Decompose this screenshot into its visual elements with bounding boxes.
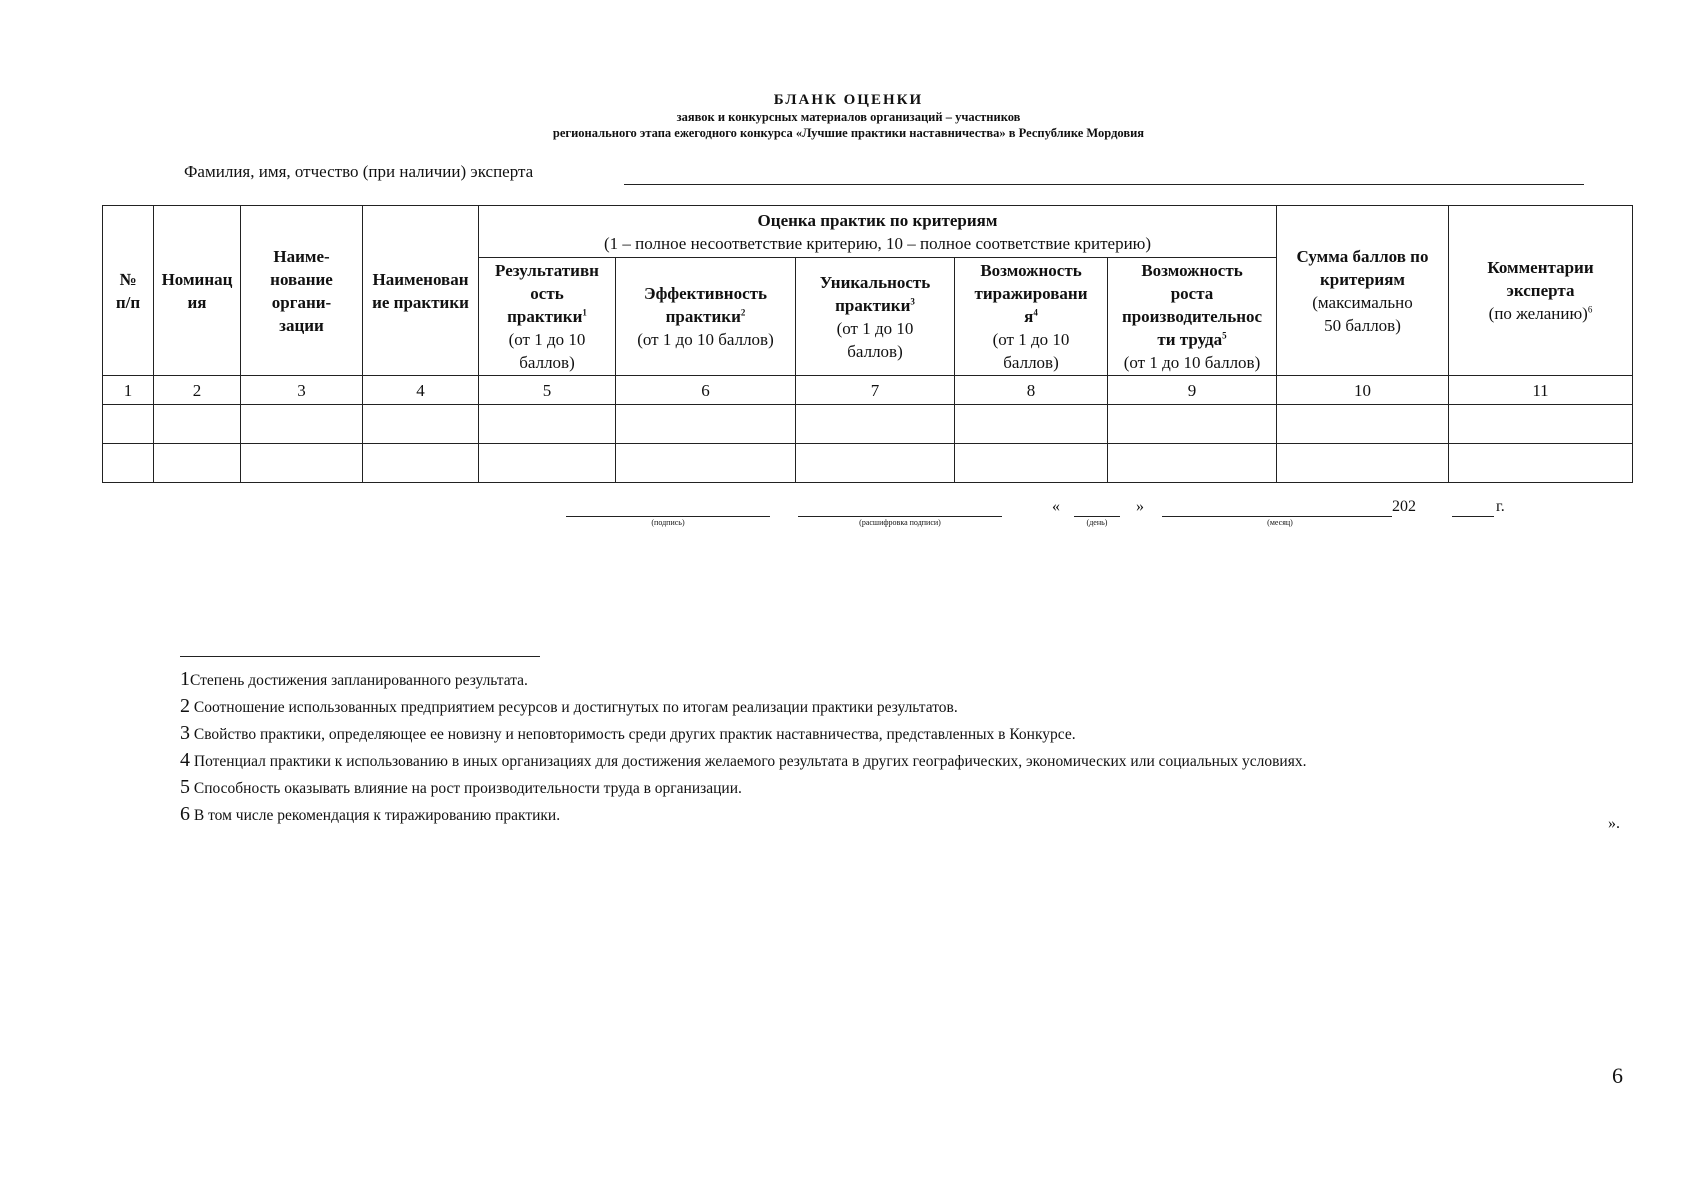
footnote: 2 Соотношение использованных предприятием ресурсов и достигнутых по итогам реализации практики результатов.: [180, 695, 958, 717]
table-cell[interactable]: [1449, 444, 1633, 483]
column-number: 6: [616, 376, 796, 405]
footnote: 6 В том числе рекомендация к тиражированию практики.: [180, 803, 561, 825]
col-replication-header: Возможность тиражировани $я^4$ (от 1 до 10 баллов): [955, 258, 1108, 376]
footnotes: [180, 668, 1640, 830]
table-cell[interactable]: [103, 405, 154, 444]
col-nomination-header: Номинац ия: [154, 206, 241, 376]
table-row: [103, 444, 1633, 483]
col-uniqueness-header: Уникальность практики$^3$ (от 1 до 10 баллов): [796, 258, 955, 376]
footnote-separator: [180, 656, 540, 657]
table-row: [103, 405, 1633, 444]
evaluation-table: [102, 205, 1633, 483]
form-subtitle-line2: регионального этапа ежегодного конкурса «Лучшие практики наставничества» в Республике Мордовия: [552, 126, 1145, 140]
month-caption: (месяц): [1267, 518, 1293, 527]
quote-open: «: [1052, 498, 1060, 515]
table-cell[interactable]: [363, 444, 479, 483]
day-caption: (день): [1086, 518, 1108, 527]
closing-quote: ».: [1608, 815, 1620, 832]
table-cell[interactable]: [241, 405, 363, 444]
footnote: 1Степень достижения запланированного результата.: [180, 668, 528, 690]
table-cell[interactable]: [955, 405, 1108, 444]
column-number: 1: [103, 376, 154, 405]
signature-decode-caption: (расшифровка подписи): [859, 518, 941, 527]
expert-name-blank[interactable]: [624, 184, 1584, 185]
table-cell[interactable]: [616, 444, 796, 483]
col-sum-header: Сумма баллов по критериям (максимально 50 баллов): [1277, 206, 1449, 376]
column-number: 3: [241, 376, 363, 405]
signature-caption: (подпись): [651, 518, 685, 527]
column-number: 2: [154, 376, 241, 405]
day-blank[interactable]: [1074, 498, 1120, 517]
column-number: 5: [479, 376, 616, 405]
signature-blank[interactable]: [566, 498, 770, 517]
column-number: 7: [796, 376, 955, 405]
footnote: 5 Способность оказывать влияние на рост производительности труда в организации.: [180, 776, 742, 798]
table-cell[interactable]: [1277, 444, 1449, 483]
quote-close: »: [1136, 498, 1144, 515]
form-header: [0, 92, 1697, 141]
col-organization-header: Наиме- нование органи- зации: [241, 206, 363, 376]
column-number: 4: [363, 376, 479, 405]
column-number: 10: [1277, 376, 1449, 405]
table-cell[interactable]: [479, 444, 616, 483]
table-cell[interactable]: [363, 405, 479, 444]
table-cell[interactable]: [1449, 405, 1633, 444]
table-cell[interactable]: [1108, 405, 1277, 444]
criteria-group-header: Оценка практик по критериям (1 – полное несоответствие критерию, 10 – полное соответствие критерию): [479, 206, 1277, 258]
table-cell[interactable]: [796, 405, 955, 444]
col-practice-name-header: Наименован ие практики: [363, 206, 479, 376]
form-title: БЛАНК ОЦЕНКИ: [773, 92, 924, 108]
table-cell[interactable]: [154, 405, 241, 444]
page-number: 6: [1612, 1063, 1623, 1088]
table-cell[interactable]: [241, 444, 363, 483]
col-efficiency-header: Эффективность практики$^2$ (от 1 до 10 баллов): [616, 258, 796, 376]
month-blank[interactable]: [1162, 498, 1392, 517]
signature-decode-blank[interactable]: [798, 498, 1002, 517]
column-number: 11: [1449, 376, 1633, 405]
table-cell[interactable]: [616, 405, 796, 444]
signature-row: [0, 498, 1697, 538]
col-productivity-header: Возможность роста производительнос ти труда$^5$ (от 1 до 10 баллов): [1108, 258, 1277, 376]
year-blank[interactable]: [1452, 498, 1494, 517]
header-row-1: [103, 206, 1633, 258]
column-numbers-row: [103, 376, 1633, 405]
col-number-header: № п/п: [103, 206, 154, 376]
table-cell[interactable]: [479, 405, 616, 444]
footnote: 4 Потенциал практики к использованию в иных организациях для достижения желаемого результата в других географических, экономических или социальных условиях.: [180, 749, 1307, 771]
table-cell[interactable]: [796, 444, 955, 483]
column-number: 8: [955, 376, 1108, 405]
form-subtitle-line1: заявок и конкурсных материалов организаций – участников: [676, 110, 1021, 124]
year-prefix: 202: [1392, 498, 1416, 515]
footnote: 3 Свойство практики, определяющее ее новизну и неповторимость среди других практик наставничества, представленных в Конкурсе.: [180, 722, 1076, 744]
table-cell[interactable]: [154, 444, 241, 483]
table-cell[interactable]: [955, 444, 1108, 483]
expert-name-label: Фамилия, имя, отчество (при наличии) эксперта: [184, 162, 534, 181]
col-comments-header: Комментарии эксперта (по желанию)$^6$: [1449, 206, 1633, 376]
table-cell[interactable]: [103, 444, 154, 483]
table-cell[interactable]: [1108, 444, 1277, 483]
year-suffix: г.: [1496, 498, 1505, 515]
column-number: 9: [1108, 376, 1277, 405]
table-cell[interactable]: [1277, 405, 1449, 444]
col-effectiveness-result-header: Результативн ость практики$^1$ (от 1 до 10 баллов): [479, 258, 616, 376]
